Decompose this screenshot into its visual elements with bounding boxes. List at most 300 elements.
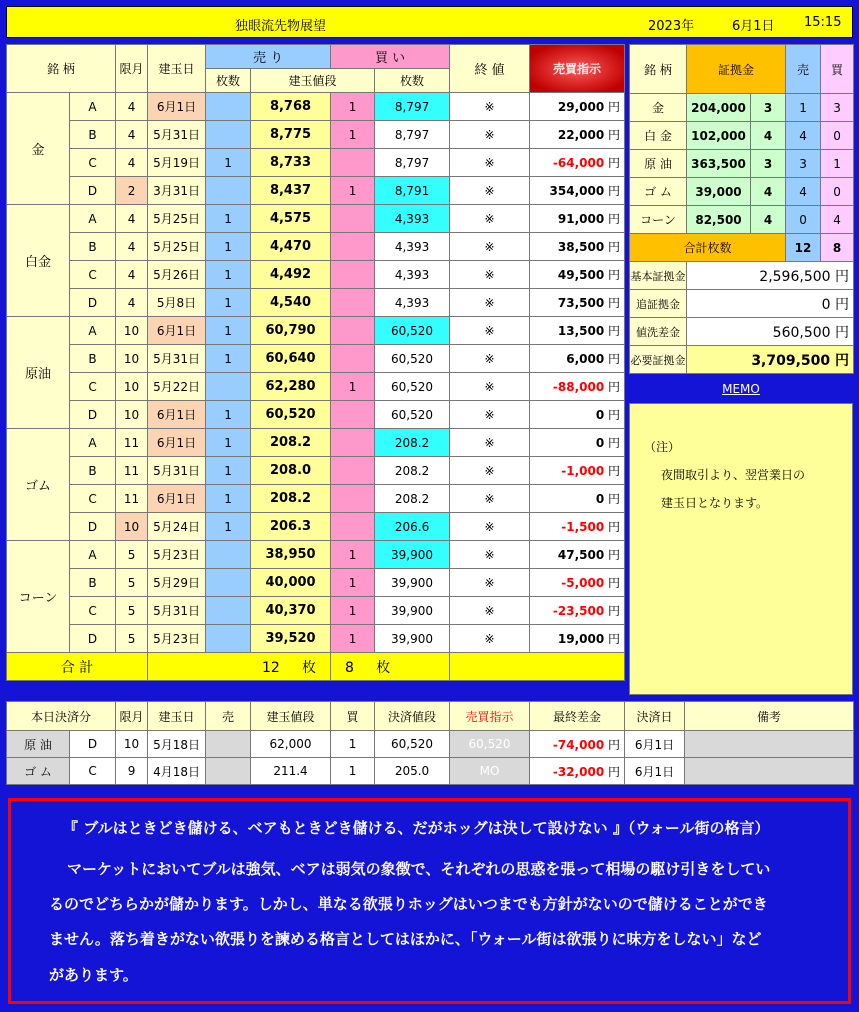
total-buy: 8 枚 [331,653,450,681]
row-diff-unit: 円 [608,212,621,226]
memo-link[interactable]: MEMO [722,382,760,396]
row-buy-qty: 1 [331,569,375,597]
row-month: 10 [116,513,148,541]
page-title: 独眼流先物展望 [235,19,327,34]
row-diff [530,373,625,401]
row-price: 4,492 [251,261,331,289]
row-price: 60,520 [251,401,331,429]
row-sell-qty: 1 [206,317,251,345]
row-diff-unit: 円 [608,492,621,506]
row-class: B [70,233,116,261]
row-signal: ※ [450,93,530,121]
table-row [7,541,625,569]
row-class: B [70,121,116,149]
table-row [7,401,625,429]
settled-header-cell: 売 [206,702,251,731]
table-row [7,121,625,149]
summary-row [630,318,854,346]
row-diff-unit: 円 [608,240,621,254]
row-diff-value: 49,500 [557,268,605,282]
quote-line-4: があります。 [49,966,138,984]
row-signal: ※ [450,625,530,653]
settled-signal: MO [450,758,530,785]
settled-sell [206,731,251,758]
row-sell-qty: 1 [206,485,251,513]
row-sell-qty [206,569,251,597]
positions-table [6,44,625,681]
table-row [7,457,625,485]
row-close: 60,520 [375,317,450,345]
row-diff-unit: 円 [608,604,621,618]
row-sell-qty [206,541,251,569]
margin-rate: 4 [751,178,786,206]
row-diff-unit: 円 [608,100,621,114]
summary-value [687,290,854,318]
row-signal: ※ [450,401,530,429]
row-signal: ※ [450,429,530,457]
group-label: コーン [7,541,70,653]
settled-name: ゴ ム [7,758,70,785]
row-close: 60,520 [375,401,450,429]
summary-unit: 円 [835,324,850,341]
row-month: 5 [116,541,148,569]
row-class: A [70,541,116,569]
margin-amount: 102,000 [687,122,751,150]
row-signal: ※ [450,541,530,569]
row-class: B [70,569,116,597]
quote-box [8,798,851,1004]
row-date: 5月23日 [148,625,206,653]
header-price: 建玉値段 [251,69,375,93]
row-diff [530,401,625,429]
row-diff [530,457,625,485]
quote-line-3: ません。落ち着きがない欲張りを諫める格言としてはほかに、「ウォール街は欲張りに味方をしない」など [49,930,762,948]
row-sell-qty: 1 [206,457,251,485]
margin-sell: 0 [786,206,821,234]
row-diff-unit: 円 [608,576,621,590]
summary-amount: 0 [821,296,831,313]
row-diff [530,233,625,261]
row-diff [530,345,625,373]
margin-amount: 204,000 [687,94,751,122]
margin-amount: 82,500 [687,206,751,234]
table-row [7,345,625,373]
row-signal: ※ [450,569,530,597]
row-signal: ※ [450,261,530,289]
margin-buy: 0 [821,178,854,206]
row-buy-qty [331,233,375,261]
settled-header-cell: 限月 [116,702,148,731]
table-row [7,373,625,401]
row-close: 208.2 [375,457,450,485]
row-close: 208.2 [375,485,450,513]
row-diff [530,93,625,121]
settled-header-cell: 建玉値段 [251,702,331,731]
settled-date: 5月18日 [148,731,206,758]
row-sell-qty: 1 [206,401,251,429]
row-signal: ※ [450,457,530,485]
row-diff-unit: 円 [608,128,621,142]
header-buy-qty: 枚数 [375,69,450,93]
margin-sell: 4 [786,122,821,150]
row-diff-unit: 円 [608,436,621,450]
row-signal: ※ [450,373,530,401]
summary-unit: 円 [835,296,850,313]
settled-class: C [70,758,116,785]
row-class: C [70,149,116,177]
row-sell-qty: 1 [206,205,251,233]
margin-name: 金 [630,94,687,122]
settled-settle: 60,520 [375,731,450,758]
row-diff [530,177,625,205]
row-month: 4 [116,121,148,149]
row-sell-qty [206,373,251,401]
row-month: 11 [116,457,148,485]
row-close: 8,797 [375,149,450,177]
row-class: D [70,625,116,653]
margin-table [629,44,854,374]
row-diff [530,597,625,625]
row-signal: ※ [450,205,530,233]
row-diff-unit: 円 [608,324,621,338]
row-month: 4 [116,93,148,121]
row-diff-unit: 円 [608,268,621,282]
table-row [7,261,625,289]
summary-amount: 2,596,500 [759,268,831,285]
row-class: A [70,93,116,121]
row-price: 4,540 [251,289,331,317]
row-sell-qty [206,93,251,121]
row-date: 5月24日 [148,513,206,541]
settled-signal: 60,520 [450,731,530,758]
quote-line-1: マーケットにおいてブルは強気、ベアは弱気の象徴で、それぞれの思惑を張って相場の駆け引きをしてい [67,860,771,878]
row-buy-qty: 1 [331,177,375,205]
row-diff-unit: 円 [608,464,621,478]
table-row [7,569,625,597]
margin-sell: 1 [786,94,821,122]
header-close: 終 値 [450,45,530,93]
row-date: 5月29日 [148,569,206,597]
row-diff [530,149,625,177]
row-class: C [70,261,116,289]
settled-header [7,702,854,731]
row-diff [530,569,625,597]
row-buy-qty [331,289,375,317]
summary-body [630,262,854,374]
row-sell-qty: 1 [206,429,251,457]
row-class: A [70,205,116,233]
row-month: 2 [116,177,148,205]
settled-diff-unit: 円 [608,737,621,752]
row-month: 5 [116,625,148,653]
row-price: 60,790 [251,317,331,345]
summary-unit: 円 [835,352,850,369]
settled-diff-value: -32,000 [552,764,605,779]
row-price: 208.2 [251,485,331,513]
row-close: 39,900 [375,541,450,569]
row-diff-value: -64,000 [552,156,605,170]
row-close: 8,797 [375,93,450,121]
margin-buy: 3 [821,94,854,122]
row-diff-unit: 円 [608,296,621,310]
settled-price: 62,000 [251,731,331,758]
row-close: 39,900 [375,625,450,653]
margin-rate: 3 [751,150,786,178]
row-signal: ※ [450,177,530,205]
row-date: 5月26日 [148,261,206,289]
total-row [7,653,625,681]
row-price: 8,437 [251,177,331,205]
row-sell-qty [206,121,251,149]
row-diff-value: 73,500 [557,296,605,310]
row-buy-qty: 1 [331,121,375,149]
row-class: B [70,457,116,485]
settled-sdate: 6月1日 [625,758,685,785]
row-diff [530,513,625,541]
group-label: 原油 [7,317,70,429]
row-price: 62,280 [251,373,331,401]
row-month: 10 [116,317,148,345]
row-diff-unit: 円 [608,408,621,422]
summary-amount: 560,500 [772,324,831,341]
header-sell-qty: 枚数 [206,69,251,93]
memo-line-1: （注） [644,440,681,454]
margin-amount: 39,000 [687,178,751,206]
row-price: 208.0 [251,457,331,485]
summary-label: 必要証拠金 [630,346,687,374]
row-class: C [70,485,116,513]
memo-line-2: 夜間取引より、翌営業日の [661,468,806,482]
row-diff-value: 29,000 [557,100,605,114]
quote-title: 『 ブルはときどき儲ける、ベアもときどき儲ける、だがホッグは決して設けない 』（ウォール街の格言） [63,819,770,837]
row-diff-value: -1,000 [561,464,605,478]
settled-month: 10 [116,731,148,758]
row-signal: ※ [450,149,530,177]
row-month: 10 [116,345,148,373]
row-date: 6月1日 [148,401,206,429]
margin-name: 原 油 [630,150,687,178]
row-signal: ※ [450,121,530,149]
row-price: 40,000 [251,569,331,597]
margin-header-buy: 買 [821,45,854,94]
row-close: 60,520 [375,373,450,401]
table-row [7,513,625,541]
row-buy-qty [331,345,375,373]
settled-price: 211.4 [251,758,331,785]
row-buy-qty [331,457,375,485]
settled-diff [530,758,625,785]
row-diff [530,289,625,317]
table-row [7,597,625,625]
table-row [7,93,625,121]
row-sell-qty: 1 [206,233,251,261]
margin-row [630,150,854,178]
row-close: 208.2 [375,429,450,457]
row-month: 4 [116,233,148,261]
row-sell-qty: 1 [206,149,251,177]
row-diff-unit: 円 [608,156,621,170]
row-diff-unit: 円 [608,352,621,366]
row-date: 3月31日 [148,177,206,205]
row-month: 4 [116,205,148,233]
memo-box [629,403,853,695]
row-sell-qty: 1 [206,261,251,289]
table-row [7,485,625,513]
settled-header-cell: 決済日 [625,702,685,731]
margin-row [630,178,854,206]
row-diff-value: 22,000 [557,128,605,142]
row-diff [530,541,625,569]
settled-note [685,731,854,758]
row-signal: ※ [450,597,530,625]
row-close: 60,520 [375,345,450,373]
header-buy: 買 い [331,45,450,69]
margin-row [630,206,854,234]
row-date: 6月1日 [148,429,206,457]
row-close: 8,791 [375,177,450,205]
summary-label: 値洗差金 [630,318,687,346]
row-class: D [70,401,116,429]
settled-header-cell: 決済値段 [375,702,450,731]
row-price: 206.3 [251,513,331,541]
row-diff-value: -1,500 [561,520,605,534]
settled-month: 9 [116,758,148,785]
row-sell-qty [206,177,251,205]
row-buy-qty [331,401,375,429]
row-class: B [70,345,116,373]
settled-row [7,731,854,758]
summary-unit: 円 [835,268,850,285]
margin-buy: 1 [821,150,854,178]
group-label: ゴム [7,429,70,541]
row-price: 4,575 [251,205,331,233]
title-date: 6月1日 [732,19,775,34]
margin-header-sell: 売 [786,45,821,94]
row-close: 4,393 [375,205,450,233]
settled-diff-unit: 円 [608,764,621,779]
title-year: 2023年 [648,19,695,34]
settled-row [7,758,854,785]
margin-sell: 4 [786,178,821,206]
row-month: 11 [116,485,148,513]
row-diff-unit: 円 [608,380,621,394]
row-diff-value: 38,500 [557,240,605,254]
row-buy-qty: 1 [331,93,375,121]
margin-amount: 363,500 [687,150,751,178]
total-label: 合 計 [7,653,148,681]
table-row [7,429,625,457]
margin-header-brand: 銘 柄 [630,45,687,94]
row-diff-value: -5,000 [561,576,605,590]
margin-sell: 3 [786,150,821,178]
table-row [7,233,625,261]
row-close: 39,900 [375,569,450,597]
row-class: A [70,317,116,345]
row-buy-qty [331,317,375,345]
header-sell: 売 り [206,45,331,69]
settled-table [6,701,854,785]
row-diff-unit: 円 [608,184,621,198]
row-diff [530,625,625,653]
margin-count-label: 合計枚数 [630,234,786,262]
row-buy-qty [331,513,375,541]
row-diff [530,429,625,457]
table-row [7,289,625,317]
row-date: 5月31日 [148,121,206,149]
row-month: 4 [116,289,148,317]
margin-rate: 4 [751,206,786,234]
row-close: 8,797 [375,121,450,149]
settled-header-cell: 最終差金 [530,702,625,731]
settled-header-cell: 建玉日 [148,702,206,731]
settled-diff-value: -74,000 [552,737,605,752]
row-buy-qty [331,429,375,457]
quote-line-2: るのでどちらかが儲かります。しかし、単なる欲張りホッグはいつまでも方針がないので儲けることができ [49,895,768,913]
settled-buy: 1 [331,758,375,785]
table-row [7,625,625,653]
settled-date: 4月18日 [148,758,206,785]
row-signal: ※ [450,289,530,317]
settled-diff [530,731,625,758]
margin-count-sell: 12 [786,234,821,262]
row-class: D [70,513,116,541]
row-date: 5月8日 [148,289,206,317]
row-sell-qty: 1 [206,513,251,541]
summary-label: 基本証拠金 [630,262,687,290]
row-date: 5月25日 [148,233,206,261]
row-diff [530,121,625,149]
row-diff-value: 354,000 [549,184,605,198]
positions-body [7,93,625,653]
settled-note [685,758,854,785]
row-buy-qty: 1 [331,373,375,401]
row-diff-value: 6,000 [566,352,605,366]
row-date: 6月1日 [148,93,206,121]
row-price: 39,520 [251,625,331,653]
row-price: 38,950 [251,541,331,569]
settled-header-cell: 備考 [685,702,854,731]
settled-header-cell: 本日決済分 [7,702,116,731]
row-diff-value: 19,000 [557,632,605,646]
row-diff-value: 13,500 [557,324,605,338]
row-sell-qty: 1 [206,345,251,373]
margin-header-amount: 証拠金 [687,45,786,94]
header-month: 限月 [116,45,148,93]
row-diff-value: -88,000 [552,380,605,394]
row-close: 39,900 [375,597,450,625]
settled-sell [206,758,251,785]
row-signal: ※ [450,485,530,513]
row-month: 4 [116,149,148,177]
row-class: A [70,429,116,457]
summary-value [687,318,854,346]
row-date: 5月31日 [148,345,206,373]
total-sell: 12 枚 [148,653,331,681]
row-diff [530,485,625,513]
table-row [7,205,625,233]
row-signal: ※ [450,345,530,373]
row-price: 8,768 [251,93,331,121]
signal-header-button[interactable]: 売買指示 [530,45,625,93]
row-sell-qty [206,597,251,625]
title-bar [6,6,853,38]
row-close: 206.6 [375,513,450,541]
row-signal: ※ [450,513,530,541]
margin-body [630,94,854,234]
summary-row [630,262,854,290]
row-class: D [70,289,116,317]
row-date: 5月23日 [148,541,206,569]
